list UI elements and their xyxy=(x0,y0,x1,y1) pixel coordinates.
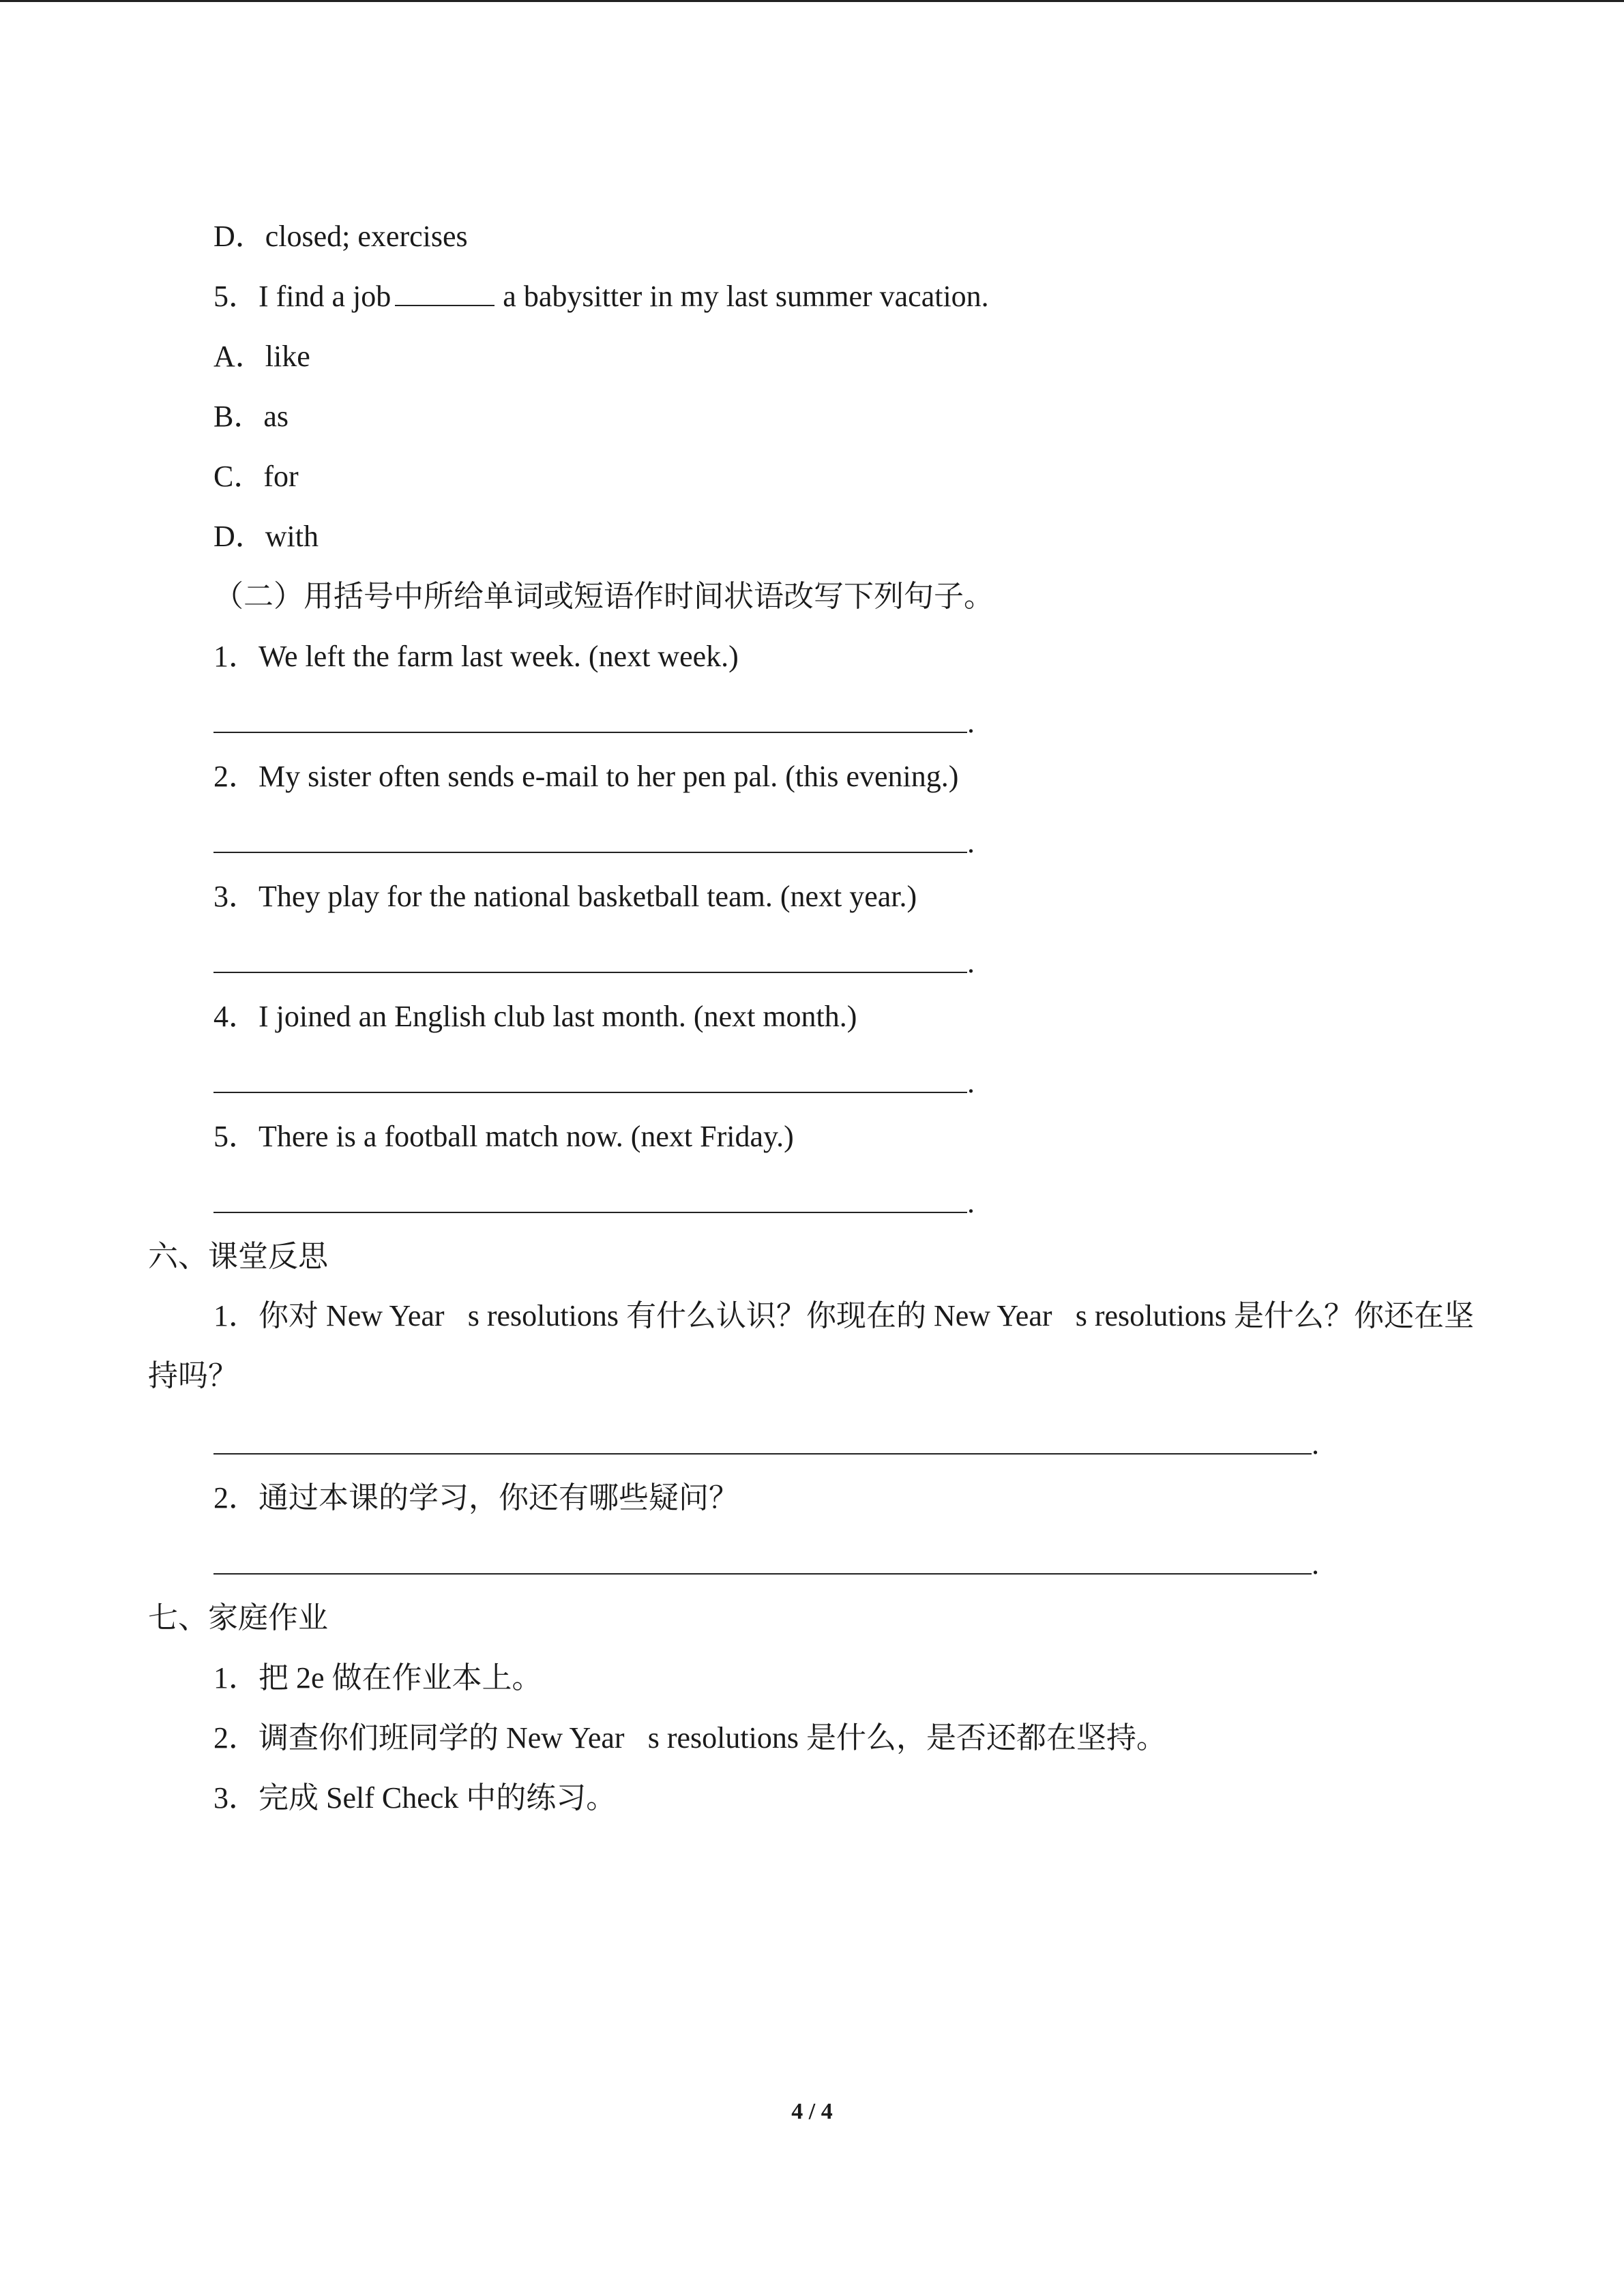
homework-item-2: 2．调查你们班同学的 New Year s resolutions 是什么，是否还都在坚持。 xyxy=(213,1721,1166,1755)
top-border xyxy=(0,0,1624,2)
answer-line-4 xyxy=(213,1092,967,1093)
answer-period-2: . xyxy=(967,826,975,859)
rewrite-item-4: 4．I joined an English club last month. (next month.) xyxy=(213,1000,857,1033)
homework-heading: 七、家庭作业 xyxy=(148,1601,328,1635)
option-d: D．with xyxy=(213,520,319,553)
question-5 xyxy=(213,276,989,317)
answer-period-5: . xyxy=(967,1186,975,1219)
answer-line-2 xyxy=(213,852,967,853)
answer-line-1 xyxy=(213,732,967,733)
answer-period-1: . xyxy=(967,706,975,739)
rewrite-item-2: 2．My sister often sends e-mail to her pen pal. (this evening.) xyxy=(213,760,959,793)
option-a: A．like xyxy=(213,340,310,373)
question-5-start: 5．I find a job xyxy=(213,280,392,313)
answer-period-4: . xyxy=(967,1066,975,1099)
answer-line-5 xyxy=(213,1212,967,1213)
reflection-question-2: 2．通过本课的学习，你还有哪些疑问？ xyxy=(213,1481,739,1515)
option-d-closed-exercises: D．closed; exercises xyxy=(213,220,468,253)
reflection-answer-period-1: . xyxy=(1312,1427,1319,1461)
option-b: B．as xyxy=(213,400,289,433)
rewrite-item-3: 3．They play for the national basketball team. (next year.) xyxy=(213,880,917,913)
answer-line-3 xyxy=(213,972,967,973)
answer-period-3: . xyxy=(967,946,975,979)
option-c: C．for xyxy=(213,460,299,493)
reflection-answer-period-2: . xyxy=(1312,1547,1319,1581)
reflection-answer-line-2 xyxy=(213,1573,1312,1575)
reflection-answer-line-1 xyxy=(213,1453,1312,1455)
rewrite-item-1: 1．We left the farm last week. (next week.) xyxy=(213,640,739,673)
reflection-question-1: 1．你对 New Year s resolutions 有什么认识？你现在的 New Year s resolutions 是什么？你还在坚持吗？ xyxy=(148,1299,1474,1392)
rewrite-item-5: 5．There is a football match now. (next Friday.) xyxy=(213,1120,794,1153)
homework-item-1: 1．把 2e 做在作业本上。 xyxy=(213,1661,542,1695)
page-number: 4 / 4 xyxy=(791,2099,833,2124)
question-5-blank xyxy=(395,279,494,306)
part-two-title: （二）用括号中所给单词或短语作时间状语改写下列句子。 xyxy=(213,580,994,613)
homework-item-3: 3．完成 Self Check 中的练习。 xyxy=(213,1781,617,1815)
question-5-end: a babysitter in my last summer vacation. xyxy=(503,280,989,313)
reflection-heading: 六、课堂反思 xyxy=(148,1240,328,1273)
